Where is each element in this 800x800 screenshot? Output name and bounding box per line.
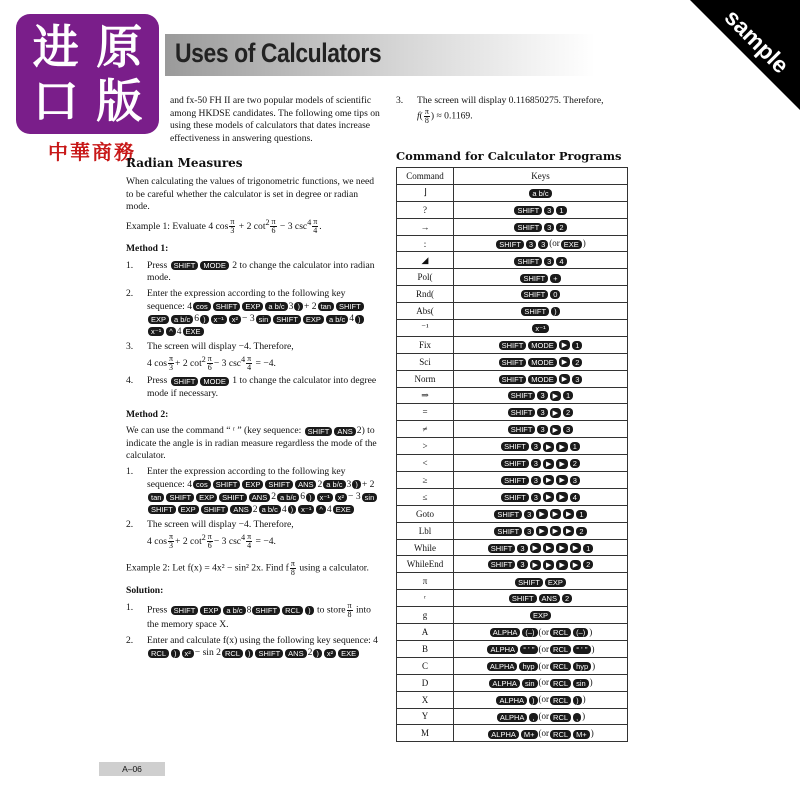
- keys-cell: [454, 725, 628, 742]
- key-note: ): [582, 694, 586, 705]
- keys-cell: [454, 539, 628, 556]
- keys-cell: [454, 640, 628, 657]
- right-arrow-key-icon: [570, 543, 581, 553]
- command-cell: Fix: [397, 336, 454, 353]
- key-cap: SHIFT: [499, 341, 527, 350]
- key-cap: MODE: [528, 341, 557, 350]
- keys-cell: [454, 438, 628, 455]
- key-cap: M+: [521, 730, 538, 739]
- key-cap: 4: [570, 493, 580, 502]
- command-cell: Sci: [397, 353, 454, 370]
- key-cap: 3: [570, 476, 580, 485]
- command-cell: ʳ: [397, 590, 454, 607]
- table-row: [397, 184, 628, 201]
- keys-cell: [454, 590, 628, 607]
- command-cell: Rnd(: [397, 286, 454, 303]
- key-cap: 3: [524, 527, 534, 536]
- right-arrow-key-icon: [556, 543, 567, 553]
- method1-step2: 2. Enter the expression according to the following key sequence: 4 cos SHIFT EXP a b/c 3 ) + 2 tan SHIFTEXP a b/c 6 ) x⁻¹ x² − 3 sin SHIFT EXP a b/c 4 )x⁻¹ ^ 4 EXE: [126, 288, 381, 338]
- key-cap: 2: [563, 408, 573, 417]
- method1-step4: 4. Press SHIFT MODE 1 to change the calculator into degree mode if necessary.: [126, 375, 377, 400]
- section-title: Radian Measures: [126, 156, 243, 171]
- right-arrow-key-icon: [543, 475, 554, 485]
- command-cell: →: [397, 218, 454, 235]
- key-cap: 1: [576, 510, 586, 519]
- method1-step1: 1. Press SHIFT MODE 2 to change the calculator into radian mode.: [126, 259, 375, 284]
- command-cell: >: [397, 438, 454, 455]
- key-cap: ,: [529, 713, 537, 722]
- key-cap: SHIFT: [488, 560, 516, 569]
- key-cap: 3: [544, 257, 554, 266]
- table-row: [397, 455, 628, 472]
- key-cap: 2: [572, 358, 582, 367]
- command-cell: ?: [397, 201, 454, 218]
- key-cap: +: [550, 274, 560, 283]
- key-cap: (–): [573, 628, 588, 637]
- table-row: [397, 252, 628, 269]
- keys-cell: [454, 657, 628, 674]
- key-cap: ANS: [539, 594, 560, 603]
- table-row: [397, 640, 628, 657]
- key-cap: 3: [531, 459, 541, 468]
- key-cap: EXP: [545, 578, 566, 587]
- table-row: [397, 472, 628, 489]
- command-cell: D: [397, 674, 454, 691]
- method-1-title: Method 1:: [126, 243, 169, 255]
- logo-char: 原: [96, 20, 143, 74]
- key-cap: ALPHA: [489, 679, 520, 688]
- method-2-title: Method 2:: [126, 408, 169, 420]
- key-cap: 1: [583, 544, 593, 553]
- key-cap: 2: [556, 223, 566, 232]
- key-cap: ° ' '': [520, 645, 537, 654]
- right-arrow-key-icon: [543, 560, 554, 570]
- key-cap: SHIFT: [501, 459, 529, 468]
- right-arrow-key-icon: [550, 526, 561, 536]
- table-row: [397, 201, 628, 218]
- key-cap: SHIFT: [521, 307, 549, 316]
- command-cell: Norm: [397, 370, 454, 387]
- key-cap: 2: [562, 594, 572, 603]
- key-note: (or: [538, 643, 550, 654]
- key-cap: (–): [522, 628, 537, 637]
- keys-cell: [454, 607, 628, 624]
- key-cap: RCL: [550, 679, 571, 688]
- key-note: (or: [538, 660, 550, 671]
- sample-label: sample: [719, 3, 794, 79]
- keys-cell: [454, 286, 628, 303]
- key-cap: hyp: [573, 662, 591, 671]
- right-arrow-key-icon: [550, 509, 561, 519]
- key-cap: SHIFT: [514, 206, 542, 215]
- key-cap: 3: [531, 493, 541, 502]
- keys-cell: [454, 336, 628, 353]
- table-row: [397, 624, 628, 641]
- key-cap: 1: [570, 442, 580, 451]
- table-row: [397, 657, 628, 674]
- table-row: [397, 235, 628, 252]
- key-note: ): [589, 677, 593, 688]
- keys-cell: [454, 691, 628, 708]
- right-arrow-key-icon: [543, 459, 554, 469]
- table-row: [397, 573, 628, 590]
- right-arrow-key-icon: [556, 475, 567, 485]
- logo-char: 口: [32, 74, 79, 128]
- command-cell: ⌋: [397, 184, 454, 201]
- right-arrow-key-icon: [536, 509, 547, 519]
- page-title: Uses of Calculators: [175, 38, 382, 68]
- key-cap: MODE: [528, 358, 557, 367]
- key-cap: ALPHA: [487, 645, 518, 654]
- table-row: [397, 488, 628, 505]
- key-cap: SHIFT: [514, 257, 542, 266]
- method2-step1: 1. Enter the expression according to the following key sequence: 4 cos SHIFT EXP SHIFT ANS 2 a b/c 3 ) + 2tan SHIFT EXP SHIFT ANS 2 a b/c 6 ) x⁻¹ x² − 3 sinSHIFT EXP SHIFT ANS 2 a b/c 4 ) x⁻¹ ^ 4 EXE: [126, 466, 381, 516]
- command-cell: ◢: [397, 252, 454, 269]
- key-cap: RCL: [550, 730, 571, 739]
- table-title: Command for Calculator Programs: [396, 149, 622, 163]
- keys-cell: [454, 235, 628, 252]
- table-row: [397, 421, 628, 438]
- key-cap: ALPHA: [490, 628, 521, 637]
- column-header: Keys: [454, 168, 628, 185]
- command-cell: ≠: [397, 421, 454, 438]
- key-note: ): [591, 643, 595, 654]
- command-cell: Pol(: [397, 269, 454, 286]
- key-cap: SHIFT: [494, 527, 522, 536]
- key-cap: 1: [572, 341, 582, 350]
- column-header: Command: [397, 168, 454, 185]
- key-cap: a b/c: [529, 189, 551, 198]
- right-arrow-key-icon: [543, 492, 554, 502]
- example-1: Example 1: Evaluate 4 cos $\frac{\pi}{3}$ + 2 $\cot^2$ $\frac{\pi}{6}$ − 3 $\csc^4$ $\frac{\pi}{4}$ .: [126, 217, 322, 236]
- right-arrow-key-icon: [550, 425, 561, 435]
- keys-cell: [454, 184, 628, 201]
- table-row: [397, 708, 628, 725]
- table-row: [397, 320, 628, 337]
- publisher-name: 中華商務: [48, 140, 136, 164]
- keys-cell: [454, 556, 628, 573]
- table-row: [397, 286, 628, 303]
- key-cap: ALPHA: [496, 696, 527, 705]
- key-cap: SHIFT: [499, 375, 527, 384]
- keys-cell: [454, 522, 628, 539]
- key-cap: 3: [572, 375, 582, 384]
- key-cap: RCL: [550, 628, 571, 637]
- key-cap: 2: [583, 560, 593, 569]
- right-arrow-key-icon: [559, 374, 570, 384]
- table-row: [397, 725, 628, 742]
- key-cap: ALPHA: [487, 662, 518, 671]
- key-note: ): [592, 660, 596, 671]
- key-cap: SHIFT: [508, 425, 536, 434]
- key-cap: ALPHA: [488, 730, 519, 739]
- command-table: [396, 167, 628, 742]
- right-arrow-key-icon: [563, 526, 574, 536]
- keys-cell: [454, 455, 628, 472]
- command-cell: Lbl: [397, 522, 454, 539]
- key-cap: 1: [556, 206, 566, 215]
- command-cell: ≥: [397, 472, 454, 489]
- key-cap: 3: [517, 560, 527, 569]
- key-cap: 3: [537, 425, 547, 434]
- right-arrow-key-icon: [550, 408, 561, 418]
- command-cell: C: [397, 657, 454, 674]
- key-cap: RCL: [550, 713, 571, 722]
- key-cap: ALPHA: [497, 713, 528, 722]
- keys-cell: [454, 708, 628, 725]
- key-cap: MODE: [528, 375, 557, 384]
- key-cap: hyp: [519, 662, 537, 671]
- command-cell: <: [397, 455, 454, 472]
- key-cap: RCL: [550, 696, 571, 705]
- example-2: Example 2: Let f(x) = 4x² − sin² 2x. Find f $\frac{\pi}{8}$ using a calculator.: [126, 559, 369, 578]
- key-cap: 0: [550, 290, 560, 299]
- table-header-row: [397, 168, 628, 185]
- right-arrow-key-icon: [556, 492, 567, 502]
- keys-cell: [454, 472, 628, 489]
- command-cell: ≤: [397, 488, 454, 505]
- key-cap: 4: [556, 257, 566, 266]
- key-note: (or: [538, 626, 550, 637]
- table-row: [397, 607, 628, 624]
- key-cap: 3: [544, 223, 554, 232]
- key-cap: ,: [573, 713, 581, 722]
- key-note: ): [582, 711, 586, 722]
- table-row: [397, 556, 628, 573]
- keys-cell: [454, 353, 628, 370]
- key-cap: SHIFT: [508, 391, 536, 400]
- key-cap: 3: [526, 240, 536, 249]
- command-cell: While: [397, 539, 454, 556]
- command-cell: M: [397, 725, 454, 742]
- key-cap: SHIFT: [520, 274, 548, 283]
- table-row: [397, 336, 628, 353]
- key-cap: ): [573, 696, 582, 705]
- command-cell: Y: [397, 708, 454, 725]
- keys-cell: [454, 320, 628, 337]
- key-cap: ): [529, 696, 538, 705]
- command-cell: :: [397, 235, 454, 252]
- key-cap: SHIFT: [501, 493, 529, 502]
- table-row: [397, 269, 628, 286]
- key-cap: 3: [537, 408, 547, 417]
- key-cap: 3: [538, 240, 548, 249]
- right-arrow-key-icon: [536, 526, 547, 536]
- key-cap: x⁻¹: [532, 324, 548, 333]
- key-cap: RCL: [550, 662, 571, 671]
- key-cap: SHIFT: [521, 290, 549, 299]
- key-cap: EXP: [530, 611, 551, 620]
- method2-step2: 2. The screen will display −4. Therefore, 4 cos $\frac{\pi}{3}$ + 2 $\cot^2$ $\frac{\pi}{6}$ − 3 $\csc^4$ $\frac{\pi}{4}$ = −4.: [126, 519, 294, 551]
- keys-cell: [454, 488, 628, 505]
- right-arrow-key-icon: [556, 560, 567, 570]
- key-cap: ): [551, 307, 560, 316]
- keys-cell: [454, 505, 628, 522]
- keys-cell: [454, 387, 628, 404]
- key-cap: SHIFT: [488, 544, 516, 553]
- key-cap: 3: [517, 544, 527, 553]
- command-cell: =: [397, 404, 454, 421]
- command-cell: WhileEnd: [397, 556, 454, 573]
- key-cap: SHIFT: [496, 240, 524, 249]
- command-cell: X: [397, 691, 454, 708]
- key-note: (or: [538, 677, 550, 688]
- key-cap: SHIFT: [494, 510, 522, 519]
- key-cap: SHIFT: [509, 594, 537, 603]
- keys-cell: [454, 674, 628, 691]
- key-note: (or: [538, 711, 550, 722]
- key-cap: SHIFT: [514, 223, 542, 232]
- table-row: [397, 522, 628, 539]
- table-row: [397, 691, 628, 708]
- key-note: ): [589, 626, 593, 637]
- command-cell: ⇒: [397, 387, 454, 404]
- key-cap: 3: [537, 391, 547, 400]
- key-cap: sin: [573, 679, 589, 688]
- table-row: [397, 539, 628, 556]
- key-note: (or: [538, 728, 550, 739]
- right-arrow-key-icon: [559, 357, 570, 367]
- logo-char: 版: [96, 74, 143, 128]
- key-cap: SHIFT: [501, 476, 529, 485]
- keys-cell: [454, 252, 628, 269]
- table-row: [397, 303, 628, 320]
- right-arrow-key-icon: [543, 442, 554, 452]
- key-cap: EXE: [561, 240, 582, 249]
- table-row: [397, 370, 628, 387]
- command-cell: ⁻¹: [397, 320, 454, 337]
- right-arrow-key-icon: [570, 560, 581, 570]
- solution-step1: 1. Press SHIFT EXP a b/c 8 SHIFT RCL ) to store $\frac{\pi}{8}$ into the memory space X.: [126, 601, 371, 631]
- key-note: ): [590, 728, 594, 739]
- right-arrow-key-icon: [530, 543, 541, 553]
- keys-cell: [454, 303, 628, 320]
- right-arrow-key-icon: [550, 391, 561, 401]
- command-cell: Goto: [397, 505, 454, 522]
- key-note: (or: [538, 694, 550, 705]
- key-note: (or: [549, 238, 560, 249]
- keys-cell: [454, 218, 628, 235]
- keys-cell: [454, 201, 628, 218]
- right-arrow-key-icon: [543, 543, 554, 553]
- key-cap: SHIFT: [515, 578, 543, 587]
- method2-intro: We can use the command “ ʳ ” (key sequence: SHIFT ANS 2) to indicate the angle is in radian measure regardless the mode of the calculator.: [126, 425, 377, 462]
- right-arrow-key-icon: [530, 560, 541, 570]
- command-cell: B: [397, 640, 454, 657]
- keys-cell: [454, 404, 628, 421]
- key-cap: 2: [570, 459, 580, 468]
- command-cell: Abs(: [397, 303, 454, 320]
- table-row: [397, 404, 628, 421]
- keys-cell: [454, 421, 628, 438]
- key-cap: 3: [531, 476, 541, 485]
- key-cap: SHIFT: [499, 358, 527, 367]
- right-arrow-key-icon: [563, 509, 574, 519]
- keys-cell: [454, 573, 628, 590]
- page-number: A–06: [99, 762, 165, 776]
- key-cap: SHIFT: [501, 442, 529, 451]
- key-cap: SHIFT: [508, 408, 536, 417]
- key-cap: 3: [524, 510, 534, 519]
- method1-step3: 3. The screen will display −4. Therefore, 4 cos $\frac{\pi}{3}$ + 2 $\cot^2$ $\frac{\pi}{6}$ − 3 $\csc^4$ $\frac{\pi}{4}$ = −4.: [126, 341, 294, 373]
- table-row: [397, 387, 628, 404]
- right-arrow-key-icon: [556, 442, 567, 452]
- table-row: [397, 590, 628, 607]
- solution-step3: 3. The screen will display 0.116850275. Therefore, f( $\frac{\pi}{8}$ ) ≈ 0.1169.: [396, 95, 604, 125]
- key-cap: sin: [522, 679, 538, 688]
- key-cap: RCL: [550, 645, 571, 654]
- command-cell: π: [397, 573, 454, 590]
- table-row: [397, 353, 628, 370]
- logo-char: 进: [32, 20, 79, 74]
- key-cap: 3: [544, 206, 554, 215]
- command-cell: g: [397, 607, 454, 624]
- right-arrow-key-icon: [559, 340, 570, 350]
- key-note: ): [582, 238, 586, 249]
- table-row: [397, 438, 628, 455]
- right-arrow-key-icon: [556, 459, 567, 469]
- key-cap: M+: [573, 730, 590, 739]
- keys-cell: [454, 269, 628, 286]
- command-cell: A: [397, 624, 454, 641]
- intro-text: and fx-50 FH II are two popular models of scientific among HKDSE candidates. The following ome tips on using these models of calculators that dates increase effectiveness in answering questions.: [170, 95, 380, 144]
- keys-cell: [454, 624, 628, 641]
- key-cap: 2: [576, 527, 586, 536]
- key-cap: 1: [563, 391, 573, 400]
- table-row: [397, 505, 628, 522]
- section-text: When calculating the values of trigonometric functions, we need to be careful whether the calculator is set in degree or radian mode.: [126, 175, 375, 213]
- key-cap: 3: [531, 442, 541, 451]
- key-cap: ° ' '': [573, 645, 590, 654]
- solution-title: Solution:: [126, 585, 164, 597]
- right-column: [396, 92, 634, 128]
- table-row: [397, 218, 628, 235]
- keys-cell: [454, 370, 628, 387]
- key-cap: 3: [563, 425, 573, 434]
- left-column: [126, 92, 381, 663]
- table-row: [397, 674, 628, 691]
- solution-step2: 2. Enter and calculate f(x) using the following key sequence: 4RCL ) x² − sin 2 RCL ) SHIFT ANS 2 ) x² EXE: [126, 634, 378, 659]
